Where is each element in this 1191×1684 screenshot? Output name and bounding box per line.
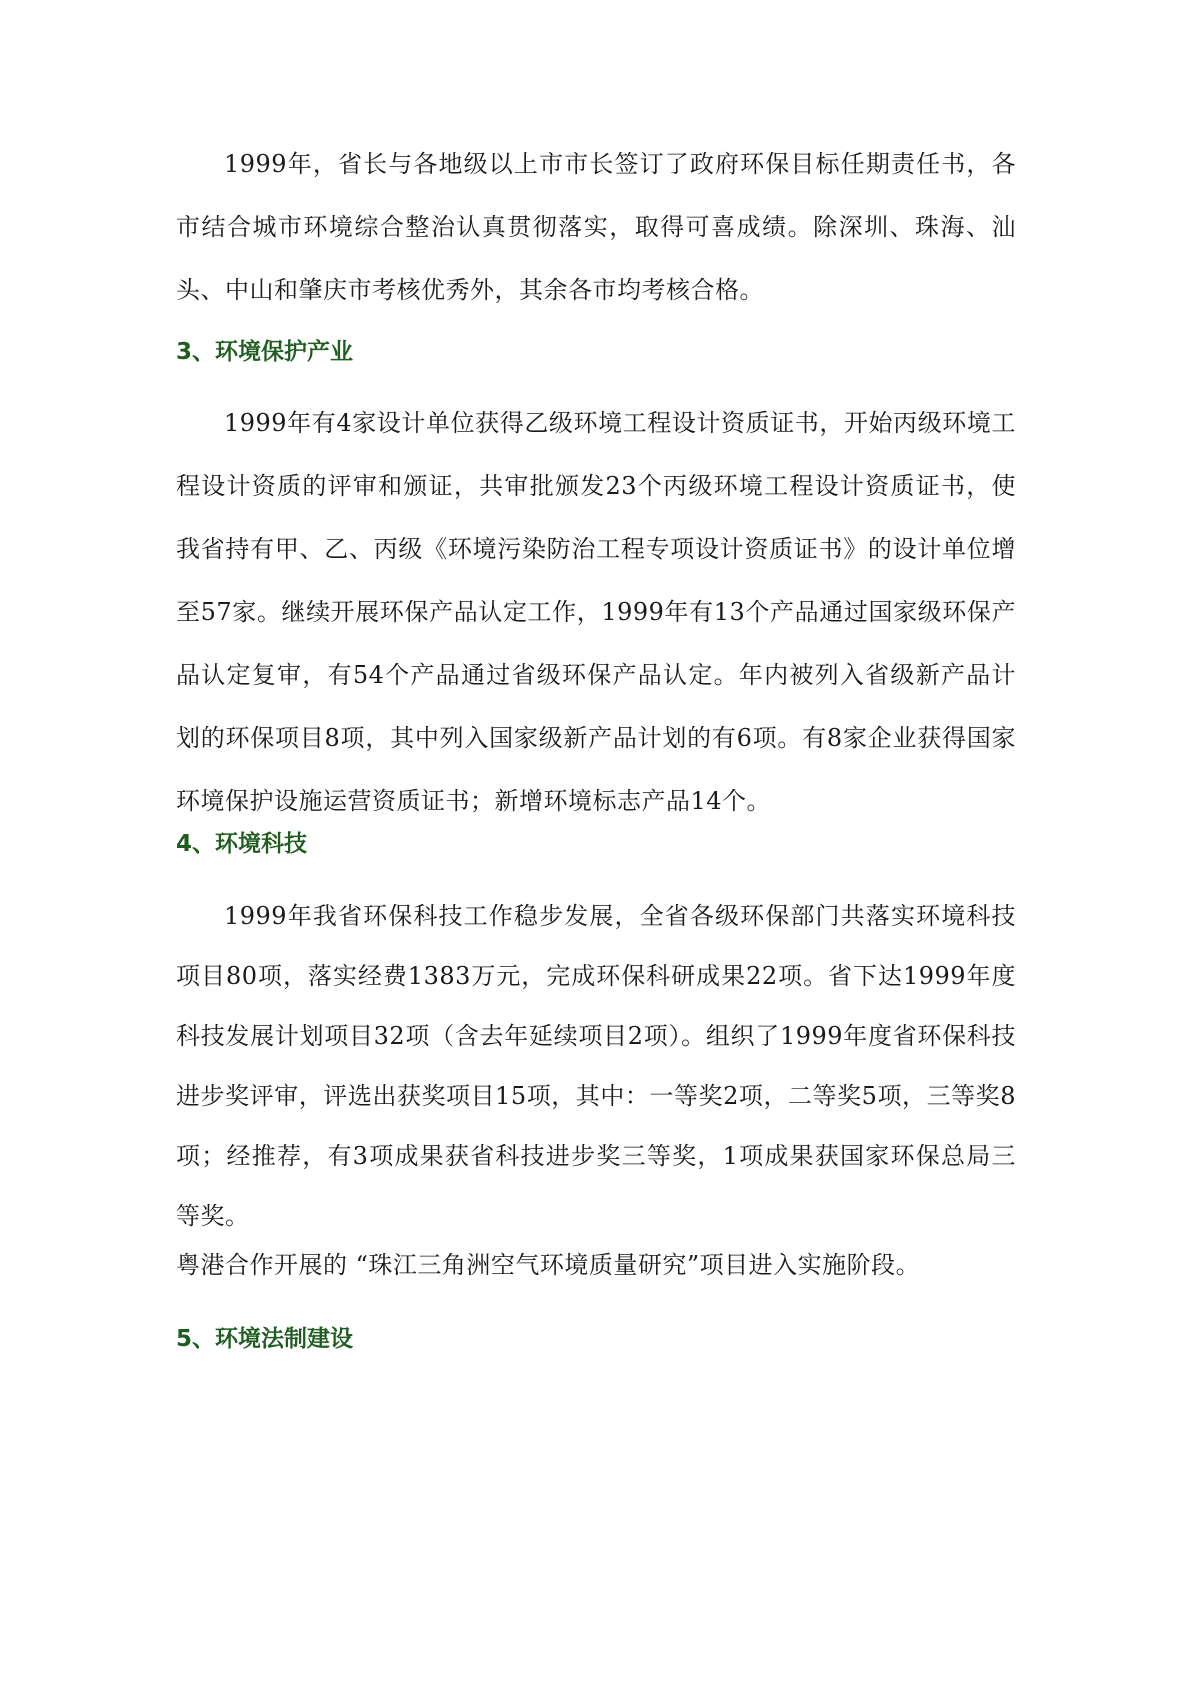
intro-paragraph: 1999年，省长与各地级以上市市长签订了政府环保目标任期责任书，各市结合城市环境综合整治认真贯彻落实，取得可喜成绩。除深圳、珠海、汕头、中山和肇庆市考核优秀外，其余各市均考核合格。: [176, 150, 1016, 304]
section-heading-3: 3、环境保护产业: [176, 339, 354, 365]
paragraph-environmental-tech: 1999年我省环保科技工作稳步发展，全省各级环保部门共落实环境科技项目80项，落实经费1383万元，完成环保科研成果22项。省下达1999年度科技发展计划项目32项（含去年延续项目2项）。组织了1999年度省环保科技进步奖评审，评选出获奖项目15项，其中：一等奖2项，二等奖5项，三等奖8项；经推荐，有3项成果获省科技进步奖三等奖，1项成果获国家环保总局三等奖。: [176, 902, 1016, 1230]
paragraph-pearl-river-delta-study: 粤港合作开展的 “珠江三角洲空气环境质量研究”项目进入实施阶段。: [176, 1251, 921, 1279]
section-heading-5: 5、环境法制建设: [176, 1326, 354, 1352]
section-heading-4: 4、环境科技: [176, 831, 308, 857]
paragraph-environmental-industry: 1999年有4家设计单位获得乙级环境工程设计资质证书，开始丙级环境工程设计资质的评审和颁证，共审批颁发23个丙级环境工程设计资质证书，使我省持有甲、乙、丙级《环境污染防治工程专项设计资质证书》的设计单位增至57家。继续开展环保产品认定工作，1999年有13个产品通过国家级环保产品认定复审，有54个产品通过省级环保产品认定。年内被列入省级新产品计划的环保项目8项，其中列入国家级新产品计划的有6项。有8家企业获得国家环境保护设施运营资质证书；新增环境标志产品14个。: [176, 409, 1016, 815]
